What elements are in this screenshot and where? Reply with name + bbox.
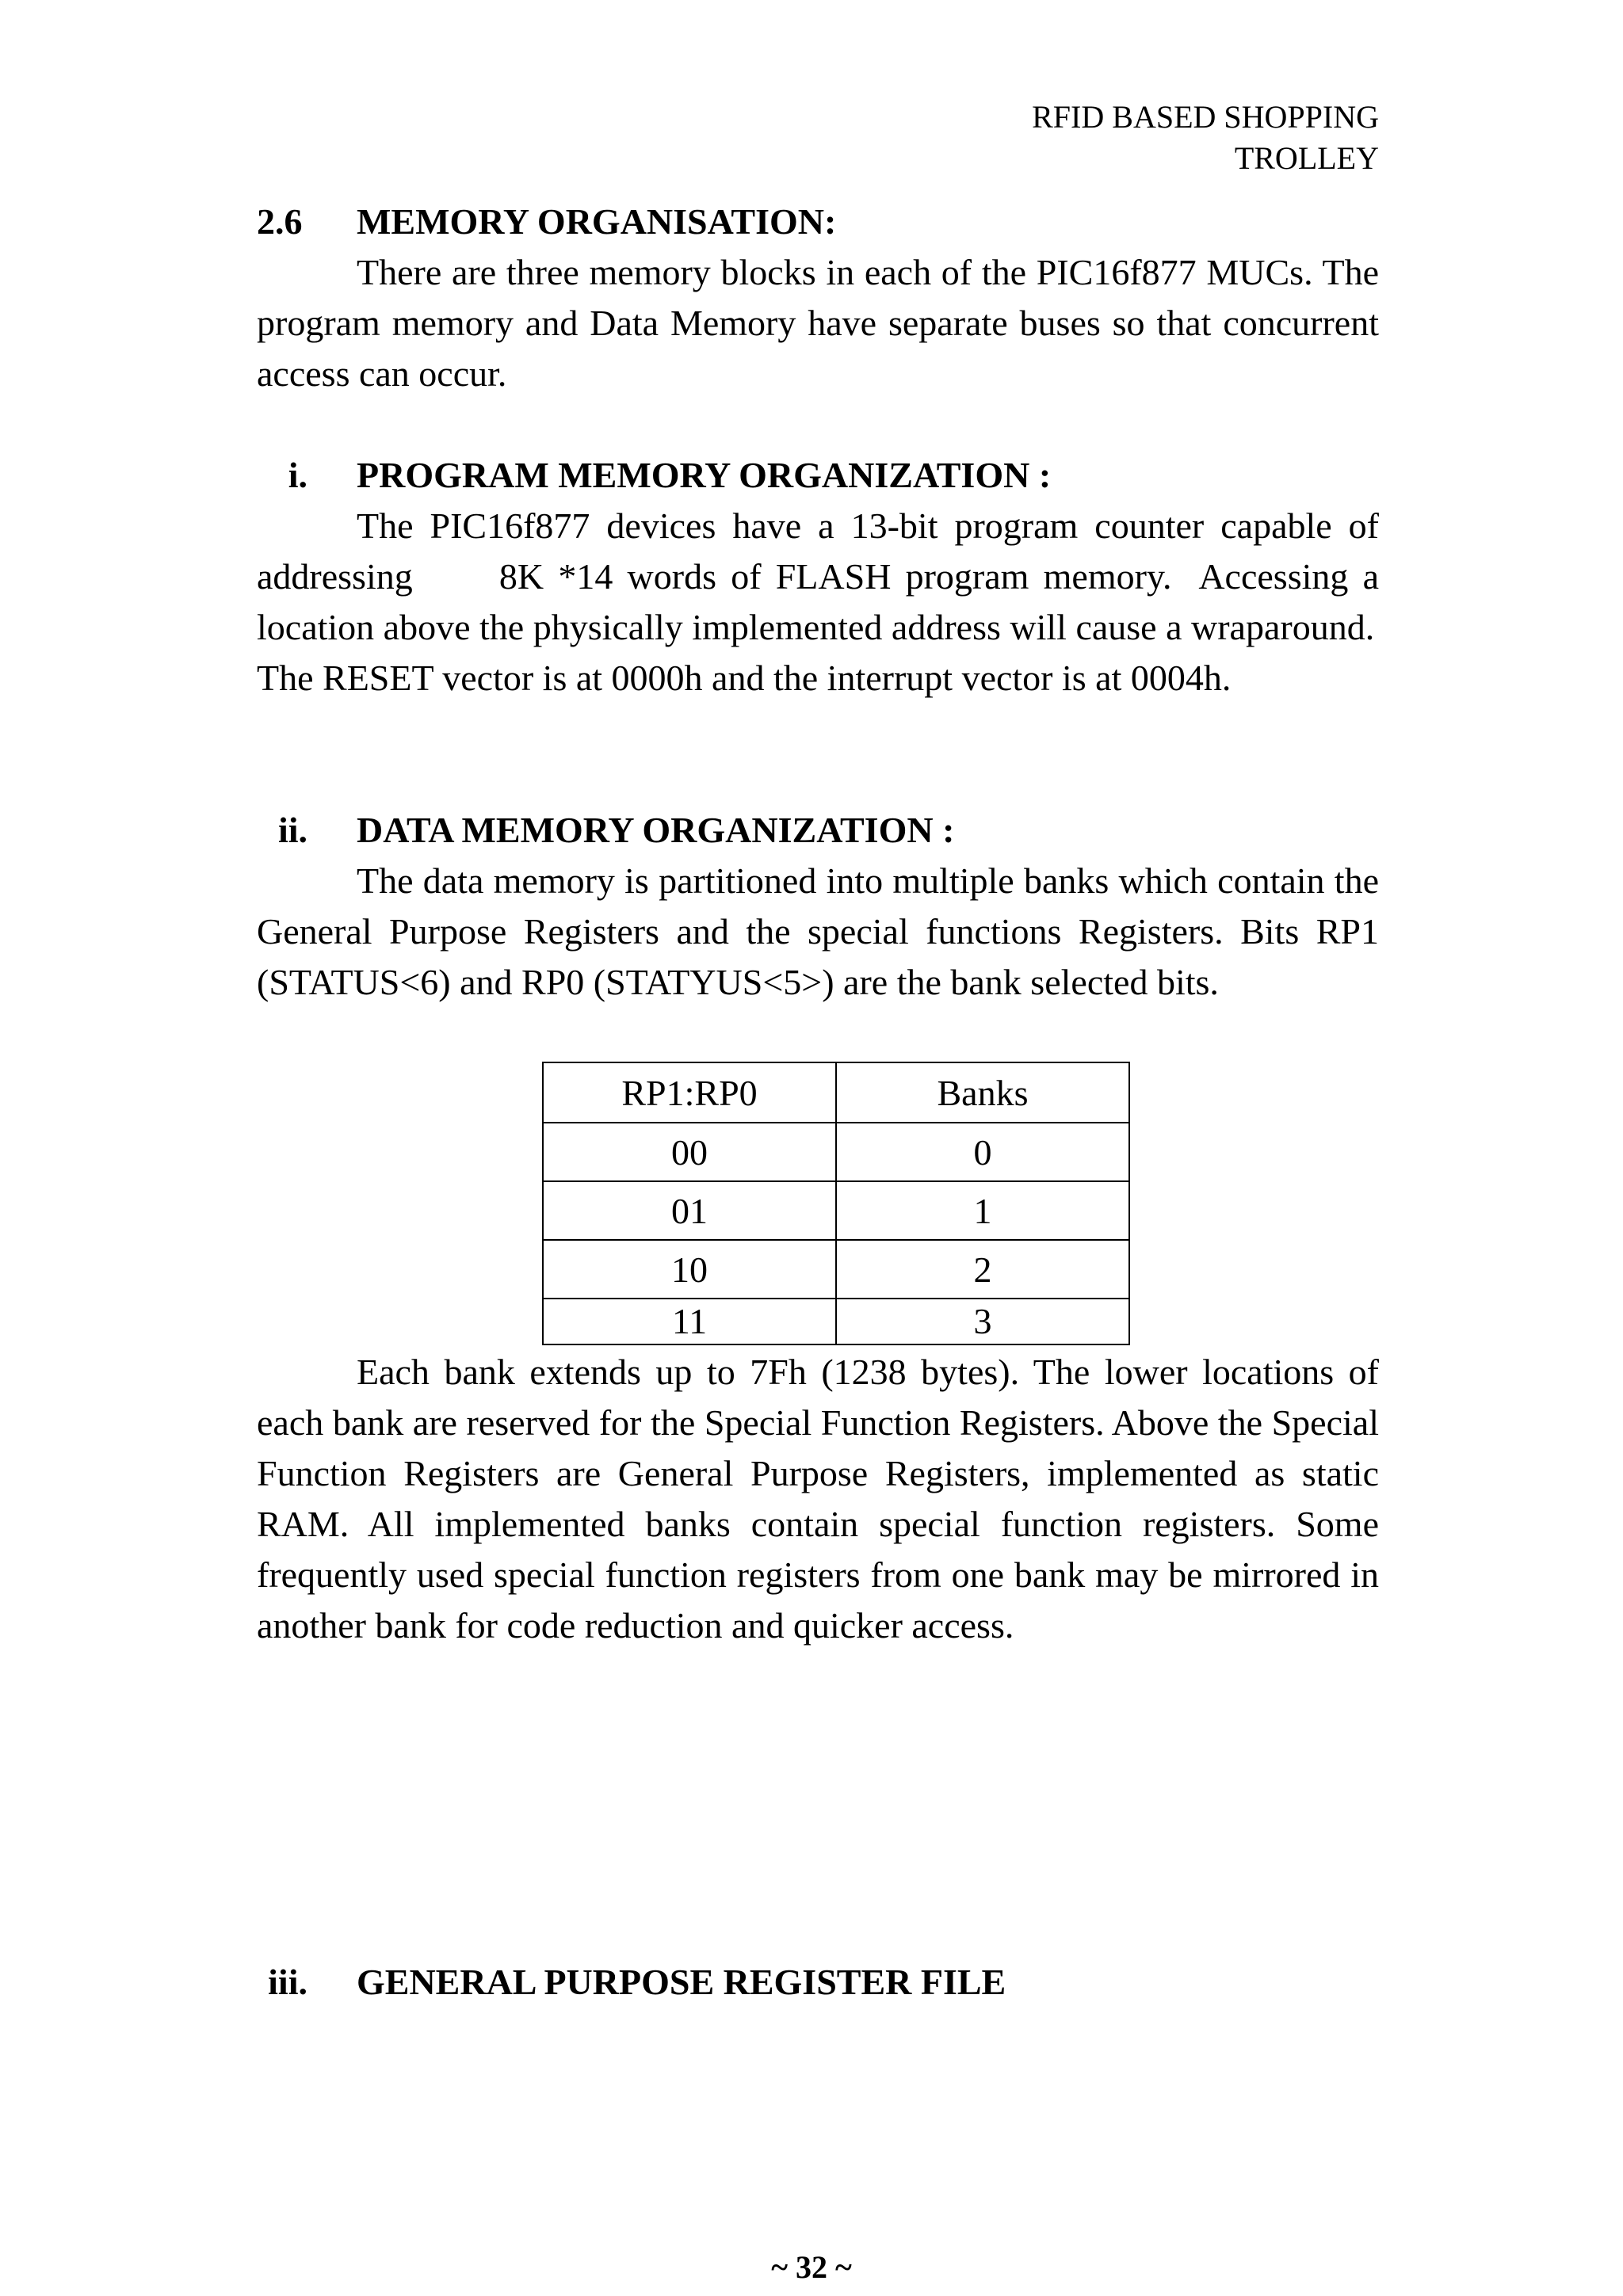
- data-memory-title: DATA MEMORY ORGANIZATION :: [357, 810, 955, 850]
- data-memory-block: [257, 856, 1379, 1008]
- table-row: [543, 1181, 1129, 1240]
- reset-vector-line: The RESET vector is at 0000h and the interrupt vector is at 0004h.: [257, 658, 1232, 698]
- gpr-heading: [257, 1957, 1379, 2008]
- table-cell: 3: [836, 1299, 1129, 1344]
- table-row: [543, 1299, 1129, 1344]
- table-cell: 1: [836, 1181, 1129, 1240]
- section-number: 2.6: [257, 201, 303, 242]
- table-cell: 10: [543, 1240, 836, 1299]
- data-memory-number: ii.: [277, 810, 307, 850]
- table-cell: 01: [543, 1181, 836, 1240]
- running-header: [1032, 97, 1379, 179]
- bank-description-paragraph: Each bank extends up to 7Fh (1238 bytes). The lower locations of each bank are reserved for the Special Function Registers. Above the Special Function Registers are General Purpose Registers, implemented as static RAM. All implemented banks contain special function registers. Some frequently used special function registers from one bank may be mirrored in another bank for code reduction and quicker access.: [257, 1352, 1379, 1646]
- program-memory-title: PROGRAM MEMORY ORGANIZATION :: [357, 455, 1052, 495]
- table-header-cell: Banks: [836, 1062, 1129, 1123]
- program-memory-number: i.: [288, 455, 307, 495]
- page-number: ~ 32 ~: [771, 2249, 852, 2285]
- table-cell: 0: [836, 1123, 1129, 1181]
- table-cell: 11: [543, 1299, 836, 1344]
- program-memory-block: [257, 501, 1388, 704]
- table-cell: 00: [543, 1123, 836, 1181]
- header-line-2: TROLLEY: [1234, 140, 1379, 176]
- gpr-number: iii.: [268, 1962, 307, 2002]
- header-line-1: RFID BASED SHOPPING: [1032, 99, 1379, 135]
- bank-select-table: [542, 1062, 1130, 1345]
- table-row: [543, 1123, 1129, 1181]
- section-heading: [257, 196, 1379, 247]
- section-intro-block: [257, 247, 1379, 399]
- gpr-title: GENERAL PURPOSE REGISTER FILE: [357, 1962, 1006, 2002]
- program-memory-heading: [257, 450, 1379, 501]
- data-memory-paragraph: The data memory is partitioned into multiple banks which contain the General Purpose Registers and the special functions Registers. Bits RP1 (STATUS<6) and RP0 (STATYUS<5>) are the bank selected bits.: [257, 860, 1379, 1002]
- program-memory-paragraph: The PIC16f877 devices have a 13-bit program counter capable of addressing 8K *14 words of FLASH program memory. Accessing a location above the physically implemented address will cause a wraparound.: [257, 505, 1388, 647]
- table-cell: 2: [836, 1240, 1129, 1299]
- table-header-row: [543, 1062, 1129, 1123]
- section-title: MEMORY ORGANISATION:: [357, 201, 837, 242]
- data-memory-heading: [257, 805, 1379, 856]
- table-header-cell: RP1:RP0: [543, 1062, 836, 1123]
- section-intro-paragraph: There are three memory blocks in each of the PIC16f877 MUCs. The program memory and Data Memory have separate buses so that concurrent access can occur.: [257, 252, 1379, 394]
- table-row: [543, 1240, 1129, 1299]
- bank-description-block: [257, 1347, 1379, 1651]
